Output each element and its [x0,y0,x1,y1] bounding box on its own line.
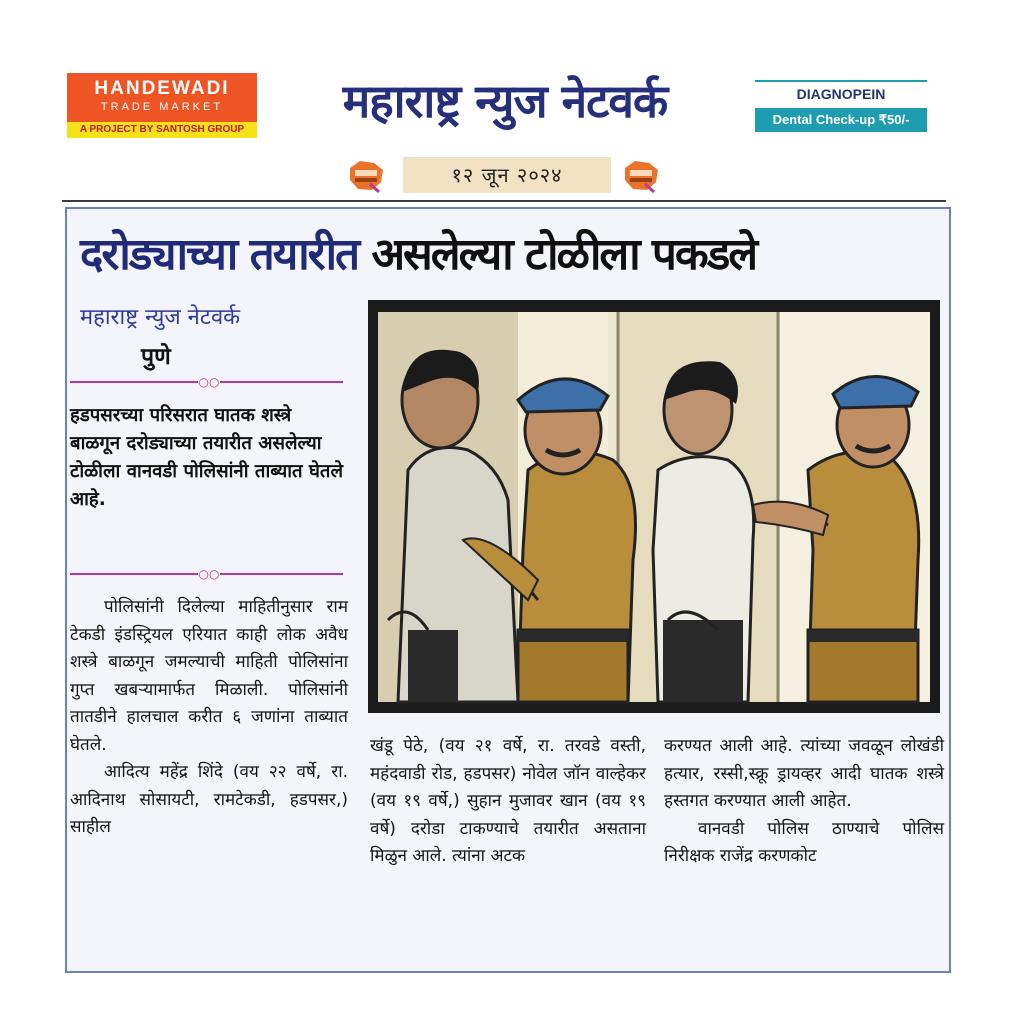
headline-highlight: दरोड्याच्या तयारीत [80,229,359,280]
diagnopein-rule [755,80,927,82]
header-rule [62,200,946,202]
news-channel-logo-icon [346,158,386,194]
diagnopein-name: DIAGNOPEIN [796,86,886,102]
issue-date: १२ जून २०२४ [403,157,611,193]
article-paragraph: पोलिसांनी दिलेल्या माहितीनुसार राम टेकडी इंडस्ट्रियल एरियात काही लोक अवैध शस्त्रे बाळगून जमल्याची माहिती पोलिसांना गुप्त खबऱ्यामार्फत मिळाली. पोलिसांनी तातडीने हालचाल करीत ६ जणांना ताब्यात घेतले. [70,597,348,755]
article-column-1 [70,594,348,842]
article-headline [80,222,950,288]
handewadi-tagline: A PROJECT BY SANTOSH GROUP [67,122,257,138]
ornament-divider: ○○ [70,567,343,581]
ornament-divider: ○○ [70,375,343,389]
article-paragraph: वानवडी पोलिस ठाण्याचे पोलिस निरीक्षक राजेंद्र करणकोट [664,818,944,866]
news-channel-logo-icon [621,158,661,194]
article-column-2 [370,733,646,871]
handewadi-subtitle: TRADE MARKET [100,101,224,113]
diagnopein-ad[interactable] [755,80,927,132]
article-paragraph: खंडू पेठे, (वय २१ वर्षे, रा. तरवडे वस्ती, महंदवाडी रोड, हडपसर) नोवेल जॉन वाल्हेकर (वय १९ वर्षे,) सुहान मुजावर खान (वय १९ वर्षे) दरोडा टाकण्याचे तयारीत असताना मिळुन आले. त्यांना अटक [370,736,646,866]
police-escorting-accused-illustration [368,300,940,713]
diagnopein-offer: Dental Check-up ₹50/- [755,108,927,132]
article-lede: हडपसरच्या परिसरात घातक शस्त्रे बाळगून दरोड्याच्या तयारीत असलेल्या टोळीला वानवडी पोलिसांनी ताब्यात घेतले आहे. [70,405,343,510]
handewadi-name: HANDEWADI [94,78,230,99]
byline: महाराष्ट्र न्युज नेटवर्क [80,305,241,330]
article-column-3 [664,733,944,871]
headline-rest: असलेल्या टोळीला पकडले [371,229,757,280]
article-paragraph: आदित्य महेंद्र शिंदे (वय २२ वर्षे, रा. आदिनाथ सोसायटी, रामटेकडी, हडपसर,) साहील [70,762,348,837]
handewadi-ad-panel [67,73,257,122]
article-paragraph: करण्यत आली आहे. त्यांच्या जवळून लोखंडी हत्यार, रस्सी,स्क्रू ड्रायव्हर आदी घातक शस्त्रे हस्तगत करण्यात आली आहेत. [664,736,944,811]
handewadi-ad[interactable] [67,73,257,138]
dateline: पुणे [141,344,171,370]
masthead-title: महाराष्ट्र न्युज नेटवर्क [342,74,668,128]
